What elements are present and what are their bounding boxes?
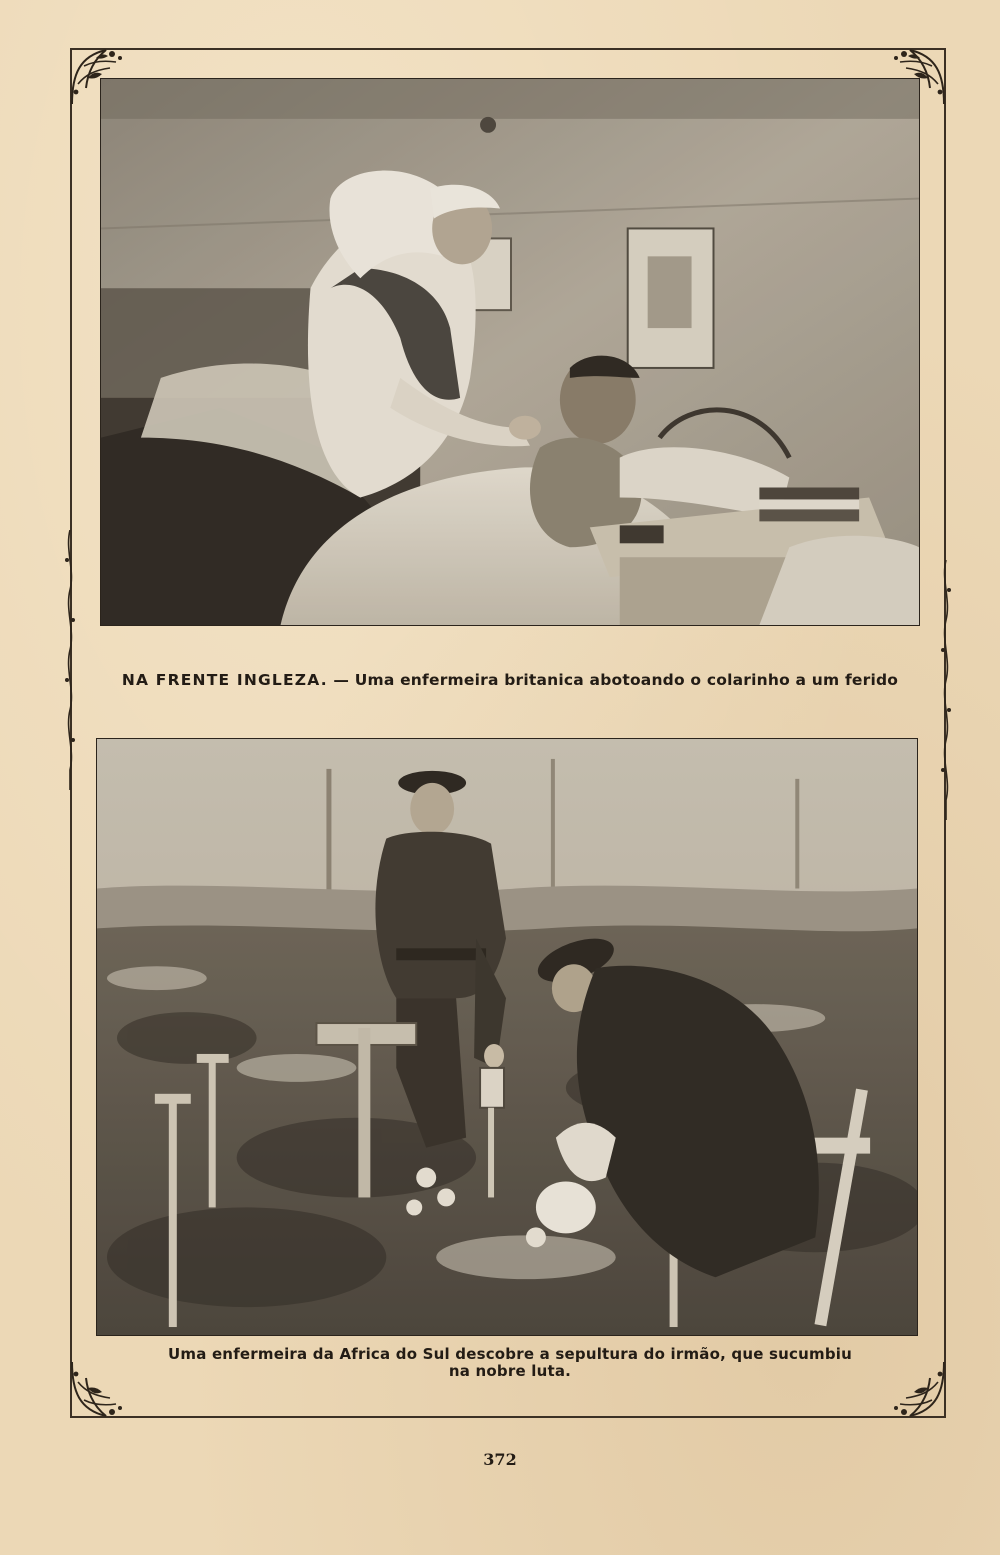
- photo-nurse-wounded-soldier: [100, 78, 920, 626]
- side-vine-ornament-left: [63, 530, 77, 790]
- photo-grave-field: [96, 738, 918, 1336]
- photo-caption-bottom: [160, 1346, 860, 1380]
- caption-lead-title: NA FRENTE INGLEZA.: [121, 671, 328, 689]
- photo-caption-top: [100, 671, 920, 689]
- side-vine-ornament-right: [939, 560, 953, 820]
- caption-description: — Uma enfermeira britanica abotoando o colarinho a um ferido: [333, 671, 899, 689]
- caption-line-1: Uma enfermeira da Africa do Sul descobre a sepultura do irmão, que sucumbiu: [167, 1345, 852, 1363]
- corner-ornament-bottom-right: [886, 1358, 950, 1422]
- page-number: 372: [483, 1450, 517, 1469]
- caption-line-2: na nobre luta.: [448, 1362, 572, 1380]
- corner-ornament-bottom-left: [66, 1358, 130, 1422]
